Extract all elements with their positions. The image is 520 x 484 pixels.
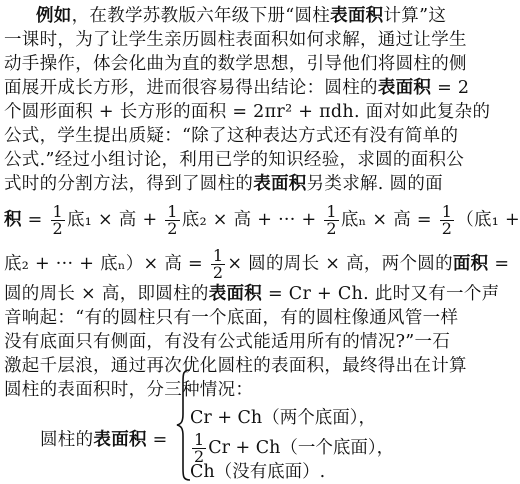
fraction-half: $\frac{1}{2}$ [212, 246, 224, 282]
fraction-half: $\frac{1}{2}$ [326, 202, 337, 238]
text-line-10-formula: 底₂ + ··· + 底ₙ）× 高 = $\frac{1}{2}$ × 圆的周长 × 高，两个圆的面积 = [4, 246, 510, 282]
text-line-14: 激起千层浪，通过再次优化圆柱的表面积，最终得出在计算 [4, 356, 467, 376]
bold-term: 面积 [452, 254, 489, 274]
bold-term: 表面积 [253, 174, 307, 194]
text-line-7: 公式.”经过小组讨论，利用已学的知识经验，求圆的面积公 [4, 150, 465, 170]
bold-term: 表面积 [208, 284, 263, 304]
fraction-half: $\frac{1}{2}$ [167, 202, 178, 238]
case-no-base: Ch（没有底面）. [190, 462, 326, 482]
text-line-9-formula: 积 = $\frac{1}{2}$ 底₁ × 高 + $\frac{1}{2}$ 底₂ × 高 + ··· + $\frac{1}{2}$ 底ₙ × 高 = $\frac{1}{2}$ （底₁ + [4, 202, 520, 238]
bold-term: 表面积 [93, 430, 147, 450]
text-line-12: 音响起：“有的圆柱只有一个底面，有的圆柱像通风管一样 [4, 308, 459, 328]
bold-term: 积 [4, 210, 22, 230]
text-line-6: 公式，学生提出质疑：“除了这种表达方式还有没有简单的 [4, 126, 459, 146]
bold-term: 表面积 [377, 78, 432, 98]
text-line-1: 例如，在教学苏教版六年级下册“圆柱表面积计算”这 [36, 6, 447, 26]
text-line-8: 式时的分割方法，得到了圆柱的表面积另类求解. 圆的面 [4, 174, 443, 194]
text-line-15: 圆柱的表面积时，分三种情况： [4, 380, 254, 400]
text-line-13: 没有底面只有侧面，有没有公式能适用所有的情况?”一石 [4, 332, 451, 352]
cases-label: 圆柱的表面积 = [40, 430, 168, 450]
fraction-half: $\frac{1}{2}$ [52, 202, 63, 238]
bold-term: 例如 [36, 6, 72, 26]
text-line-2: 一课时，为了让学生亲历圆柱表面积如何求解，通过让学生 [4, 30, 467, 50]
case-one-base: $\frac{1}{2}$ Cr + Ch（一个底面）， [194, 430, 395, 466]
fraction-half: $\frac{1}{2}$ [194, 430, 205, 466]
text-line-4: 面展开成长方形，进而很容易得出结论：圆柱的表面积 = 2 [4, 78, 470, 98]
text-line-11: 圆的周长 × 高，即圆柱的表面积 = Cr + Ch. 此时又有一个声 [4, 284, 500, 304]
text-line-3: 动手操作，体会化曲为直的数学思想，引导他们将圆柱的侧 [4, 54, 467, 74]
bold-term: 表面积 [330, 6, 384, 26]
text-line-5: 个圆形面积 + 长方形的面积 = 2πr² + πdh. 面对如此复杂的 [4, 102, 491, 122]
fraction-half: $\frac{1}{2}$ [441, 202, 453, 238]
case-two-bases: Cr + Ch（两个底面）， [190, 408, 376, 428]
